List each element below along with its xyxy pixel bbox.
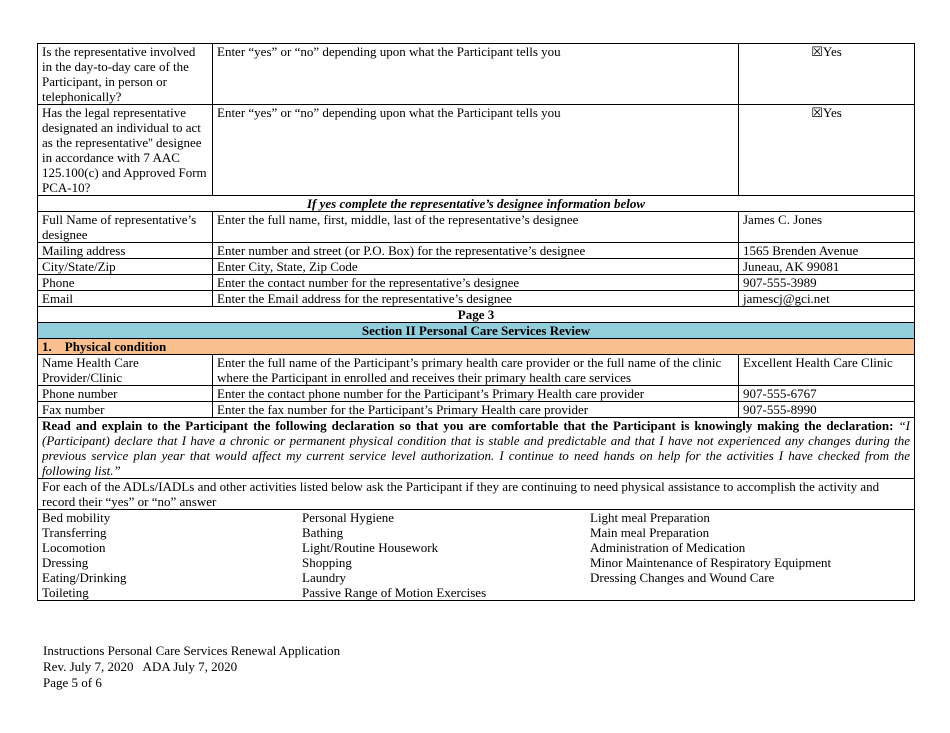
designee-name-row xyxy=(38,212,915,243)
field-label: Phone xyxy=(38,275,213,291)
page-label-row xyxy=(38,307,915,323)
instruction-text: Enter the full name, first, middle, last of the representative’s designee xyxy=(213,212,739,243)
declaration-quote: “I (Participant) declare that I have a chronic or permanent physical condition that is stable and predictable and that I have not experienced any changes during the previous service plan year that would affect my current service level authorization. I continue to need hands on help for the activities I have checked from the following list.” xyxy=(42,418,911,478)
provider-fax-row xyxy=(38,402,915,418)
instruction-text: Enter the contact number for the representative’s designee xyxy=(213,275,739,291)
instruction-text: Enter “yes” or “no” depending upon what the Participant tells you xyxy=(213,105,739,196)
instruction-text: Enter number and street (or P.O. Box) for the representative’s designee xyxy=(213,243,739,259)
declaration-text xyxy=(38,418,915,479)
section-title-row xyxy=(38,323,915,339)
activities-row xyxy=(38,510,915,601)
designee-name-field[interactable]: James C. Jones xyxy=(739,212,915,243)
question-label: Is the representative involved in the day-to-day care of the Participant, in person or telephonically? xyxy=(38,44,213,105)
field-label: Phone number xyxy=(38,386,213,402)
rep-involved-row xyxy=(38,44,915,105)
instruction-text: Enter the Email address for the representative’s designee xyxy=(213,291,739,307)
instruction-text: Enter the contact phone number for the Participant’s Primary Health care provider xyxy=(213,386,739,402)
designee-phone-field[interactable]: 907-555-3989 xyxy=(739,275,915,291)
activities-list xyxy=(38,510,915,601)
field-label: Fax number xyxy=(38,402,213,418)
field-label: Email xyxy=(38,291,213,307)
declaration-lead: Read and explain to the Participant the following declaration so that you are comfortable that the Participant is knowingly making the declaration: xyxy=(42,418,894,433)
provider-fax-field[interactable]: 907-555-8990 xyxy=(739,402,915,418)
activity-item: Dressing Changes and Wound Care xyxy=(590,570,775,585)
designee-address-field[interactable]: 1565 Brenden Avenue xyxy=(739,243,915,259)
designee-address-row xyxy=(38,243,915,259)
designee-email-row xyxy=(38,291,915,307)
activity-item: Personal Hygiene xyxy=(302,510,395,525)
activity-item: Shopping xyxy=(302,555,352,570)
field-label: Mailing address xyxy=(38,243,213,259)
physical-condition-heading: 1. Physical condition xyxy=(38,339,915,355)
provider-phone-row xyxy=(38,386,915,402)
instruction-text: Enter the full name of the Participant’s primary health care provider or the full name of the clinic where the Participant in enrolled and receives their primary health care services xyxy=(213,355,739,386)
declaration-row xyxy=(38,418,915,479)
form-table xyxy=(37,43,915,601)
page-label: Page 3 xyxy=(38,307,915,323)
question-label: Has the legal representative designated an individual to act as the representative'' designee in accordance with 7 AAC 125.100(c) and Approved Form PCA-10? xyxy=(38,105,213,196)
instruction-text: Enter City, State, Zip Code xyxy=(213,259,739,275)
activity-item: Bathing xyxy=(302,525,344,540)
activity-item: Transferring xyxy=(42,525,107,540)
rep-designee-row xyxy=(38,105,915,196)
activity-item: Locomotion xyxy=(42,540,106,555)
provider-name-field[interactable]: Excellent Health Care Clinic xyxy=(739,355,915,386)
instruction-text: Enter “yes” or “no” depending upon what the Participant tells you xyxy=(213,44,739,105)
footer-page-number: Page 5 of 6 xyxy=(43,675,102,690)
page-footer xyxy=(43,643,340,691)
activity-item: Eating/Drinking xyxy=(42,570,127,585)
activity-item: Dressing xyxy=(42,555,89,570)
form-page xyxy=(37,43,914,601)
activity-item: Administration of Medication xyxy=(590,540,746,555)
provider-row xyxy=(38,355,915,386)
activity-item: Main meal Preparation xyxy=(590,525,710,540)
field-label: City/State/Zip xyxy=(38,259,213,275)
footer-revision: Rev. July 7, 2020 ADA July 7, 2020 xyxy=(43,659,238,674)
designee-heading-row xyxy=(38,196,915,212)
activity-item: Passive Range of Motion Exercises xyxy=(302,585,487,600)
instruction-text: Enter the fax number for the Participant’s Primary Health care provider xyxy=(213,402,739,418)
designee-city-field[interactable]: Juneau, AK 99081 xyxy=(739,259,915,275)
field-label: Name Health Care Provider/Clinic xyxy=(38,355,213,386)
provider-phone-field[interactable]: 907-555-6767 xyxy=(739,386,915,402)
activity-item: Toileting xyxy=(42,585,89,600)
adl-instruction: For each of the ADLs/IADLs and other activities listed below ask the Participant if they are continuing to need physical assistance to accomplish the activity and record their “yes” or “no” answer xyxy=(38,479,915,510)
footer-title: Instructions Personal Care Services Renewal Application xyxy=(43,643,341,658)
activity-item: Light/Routine Housework xyxy=(302,540,439,555)
activity-item: Light meal Preparation xyxy=(590,510,710,525)
adl-instruction-row xyxy=(38,479,915,510)
yes-checkbox[interactable]: ☒Yes xyxy=(739,44,915,105)
yes-checkbox[interactable]: ☒Yes xyxy=(739,105,915,196)
section-title: Section II Personal Care Services Review xyxy=(38,323,915,339)
activity-item: Laundry xyxy=(302,570,347,585)
designee-phone-row xyxy=(38,275,915,291)
physical-title-row xyxy=(38,339,915,355)
designee-heading: If yes complete the representative’s designee information below xyxy=(38,196,915,212)
activity-item: Bed mobility xyxy=(42,510,111,525)
activity-item xyxy=(590,585,910,600)
field-label: Full Name of representative’s designee xyxy=(38,212,213,243)
designee-email-field[interactable]: jamescj@gci.net xyxy=(739,291,915,307)
designee-city-row xyxy=(38,259,915,275)
activity-item: Minor Maintenance of Respiratory Equipment xyxy=(590,555,832,570)
